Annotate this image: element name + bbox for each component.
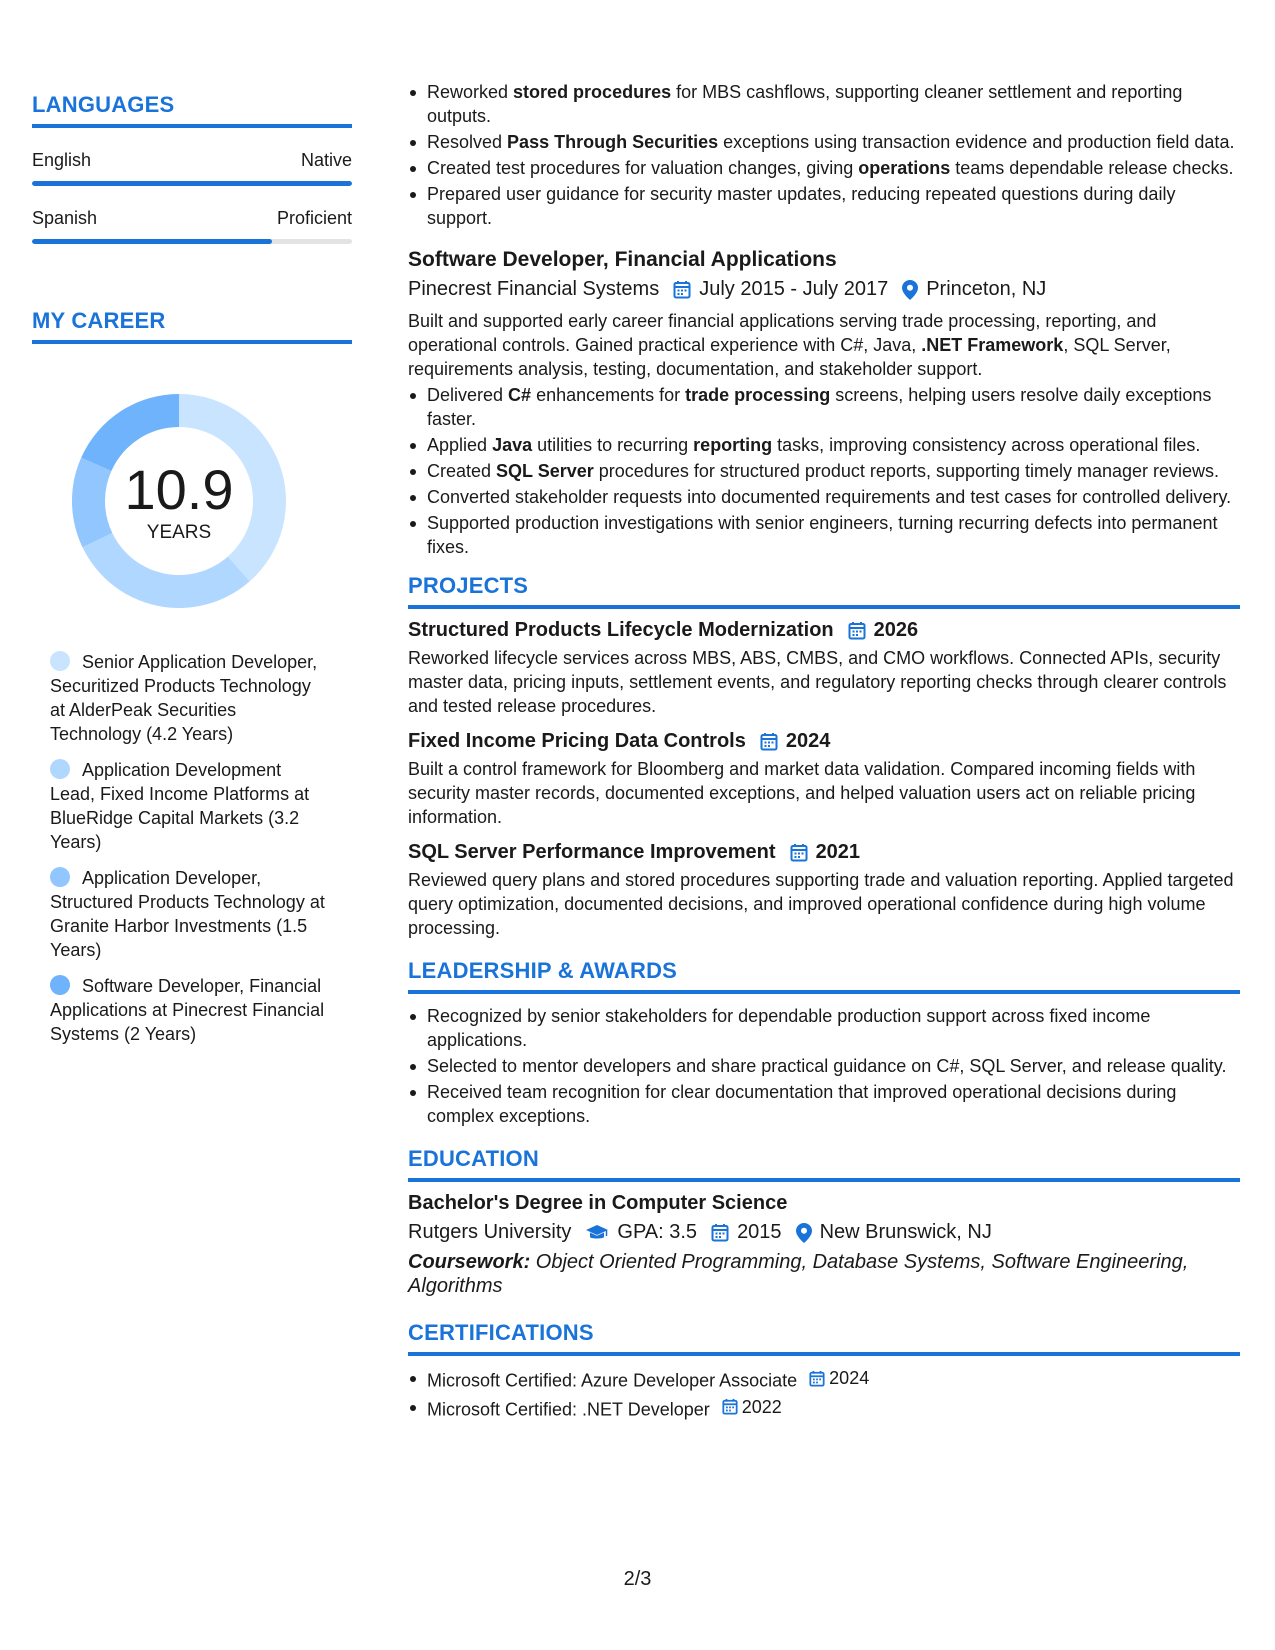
bullet-bold: reporting [693,435,773,455]
location-pin-icon [902,280,918,300]
bullet-text: for MBS cashflows, supporting cleaner settlement and reporting outputs. [427,82,1183,126]
language-name: English [32,150,92,170]
legend-dot [50,759,70,779]
bullet-item [408,156,1240,180]
bullet-text: Reworked [427,82,514,102]
bullet-bold: operations [858,158,951,178]
bullet-text: Supported production investigations with senior engineers, turning recurring defects into permanent fixes. [427,513,1218,557]
certifications-list [408,1366,1240,1421]
calendar-icon [760,732,778,751]
language-level-bar [32,239,352,244]
job-summary [408,309,1240,381]
bullet-item [408,485,1240,509]
location-pin-icon [796,1223,812,1243]
education-gpa: GPA: 3.5 [617,1221,698,1243]
project-item [408,619,1240,718]
calendar-icon [848,621,866,640]
career-legend-item [50,650,330,746]
bullet-text: Resolved [427,132,508,152]
certification-name: Microsoft Certified: .NET Developer [427,1399,710,1419]
job-meta [408,278,1240,301]
career-donut-chart [66,388,292,614]
language-item [32,150,352,186]
coursework-label: Coursework: [408,1251,531,1273]
bullet-item [408,459,1240,483]
bullet-bold: trade processing [685,385,831,405]
bullet-text: Delivered [427,385,509,405]
bullet-text: Converted stakeholder requests into documented requirements and test cases for controlled delivery. [427,487,1232,507]
career-legend-item [50,974,330,1046]
bullet-text: Applied [427,435,493,455]
calendar-icon [722,1398,738,1415]
job-company: Pinecrest Financial Systems [408,278,660,300]
language-name: Spanish [32,208,98,228]
certification-year: 2022 [741,1396,782,1417]
education-meta [408,1221,1240,1244]
calendar-icon [673,280,691,299]
career-legend-label: Application Developer, Structured Products Technology at Granite Harbor Investments (1.5 Years) [50,868,325,960]
leadership-item: Received team recognition for clear documentation that improved operational decisions during complex exceptions. [408,1080,1240,1128]
bullet-text: teams dependable release checks. [950,158,1234,178]
summary-text: , SQL Server, requirements analysis, testing, documentation, and stakeholder support. [408,335,1171,379]
languages-title: LANGUAGES [32,92,352,128]
job-title: Software Developer, Financial Applications [408,248,837,271]
education-coursework [408,1250,1240,1298]
job-dates: July 2015 - July 2017 [699,278,889,300]
projects-title: PROJECTS [408,573,1240,609]
bullet-bold: C# [508,385,532,405]
certifications-title: CERTIFICATIONS [408,1320,1240,1356]
bullet-bold: SQL Server [496,461,594,481]
bullet-text: tasks, improving consistency across operational files. [772,435,1201,455]
education-degree: Bachelor's Degree in Computer Science [408,1192,788,1214]
bullet-item [408,130,1240,154]
project-year: 2026 [873,619,919,641]
legend-dot [50,651,70,671]
language-level-bar [32,181,352,186]
bullet-item [408,433,1240,457]
education-title: EDUCATION [408,1146,1240,1182]
language-level: Proficient [276,208,352,228]
bullet-item [408,511,1240,559]
project-year: 2024 [785,730,831,752]
bullet-item [408,182,1240,230]
bullet-text: exceptions using transaction evidence and production field data. [718,132,1235,152]
calendar-icon [809,1370,825,1387]
bullet-text: screens, helping users resolve daily exceptions faster. [427,385,1212,429]
legend-dot [50,975,70,995]
career-legend-label: Senior Application Developer, Securitized Products Technology at AlderPeak Securities Technology (4.2 Years) [50,652,318,744]
bullet-bold: Java [492,435,533,455]
career-legend-label: Application Development Lead, Fixed Income Platforms at BlueRidge Capital Markets (3.2 Years) [50,760,310,852]
bullet-item [408,383,1240,431]
calendar-icon [711,1223,729,1242]
bullet-text: Created [427,461,497,481]
project-description: Reviewed query plans and stored procedures supporting trade and valuation reporting. Applied targeted query optimization, documented decisions, and improved operational confidence during high volume processing. [408,870,1234,938]
bullet-text: procedures for structured product reports, supporting timely manager reviews. [593,461,1220,481]
leadership-title: LEADERSHIP & AWARDS [408,958,1240,994]
education-school: Rutgers University [408,1221,572,1243]
leadership-item: Recognized by senior stakeholders for dependable production support across fixed income applications. [408,1004,1240,1052]
job-location: Princeton, NJ [926,278,1047,300]
language-item [32,208,352,244]
language-level-fill [32,181,352,186]
bullet-item [408,80,1240,128]
certification-name: Microsoft Certified: Azure Developer Associate [427,1370,798,1391]
career-legend-item [50,866,330,962]
certification-item [408,1366,1240,1393]
bullet-text: Prepared user guidance for security master updates, reducing repeated questions during daily support. [427,184,1176,228]
right-column [408,80,1240,1423]
certification-year: 2024 [829,1368,870,1388]
career-legend-item [50,758,330,854]
project-name: SQL Server Performance Improvement [408,841,776,863]
summary-bold: .NET Framework [921,335,1064,355]
career-legend-label: Software Developer, Financial Applications at Pinecrest Financial Systems (2 Years) [50,976,325,1044]
project-item [408,730,1240,829]
career-total-years: 10.9 [124,458,234,521]
project-description: Built a control framework for Bloomberg and market data validation. Compared incoming fields with security master records, documented exceptions, and helped valuation users act on reliable pricing information. [408,759,1196,827]
language-level: Native [300,150,352,170]
career-legend [50,650,330,1046]
summary-text: Built and supported early career financial applications serving trade processing, reporting, and operational controls. Gained practical experience with C#, Java, [408,311,1157,355]
leadership-list [408,1004,1240,1128]
previous-job-bullets [408,80,1240,230]
education-location: New Brunswick, NJ [819,1221,992,1243]
project-description: Reworked lifecycle services across MBS, ABS, CMBS, and CMO workflows. Connected APIs, security master data, pricing inputs, settlement events, and regulatory reporting checks through clearer controls and tested release procedures. [408,648,1227,716]
language-level-fill [32,239,272,244]
graduation-cap-icon [585,1224,609,1242]
project-year: 2021 [815,841,861,863]
job-bullets [408,383,1240,559]
bullet-text: Created test procedures for valuation changes, giving [427,158,859,178]
career-title: MY CAREER [32,308,352,344]
certification-item [408,1395,1240,1422]
education-year: 2015 [737,1221,782,1243]
left-column [32,92,352,1058]
legend-dot [50,867,70,887]
project-item [408,841,1240,940]
page-number: 2/3 [623,1568,652,1590]
bullet-bold: stored procedures [513,82,672,102]
bullet-bold: Pass Through Securities [507,132,719,152]
project-name: Fixed Income Pricing Data Controls [408,730,746,752]
bullet-text: enhancements for [531,385,686,405]
career-total-label: YEARS [146,522,212,543]
calendar-icon [790,843,808,862]
donut-center [66,388,292,614]
bullet-text: utilities to recurring [532,435,694,455]
leadership-item: Selected to mentor developers and share practical guidance on C#, SQL Server, and release quality. [408,1054,1240,1078]
project-name: Structured Products Lifecycle Modernization [408,619,834,641]
coursework-list: Object Oriented Programming, Database Systems, Software Engineering, Algorithms [408,1251,1189,1297]
